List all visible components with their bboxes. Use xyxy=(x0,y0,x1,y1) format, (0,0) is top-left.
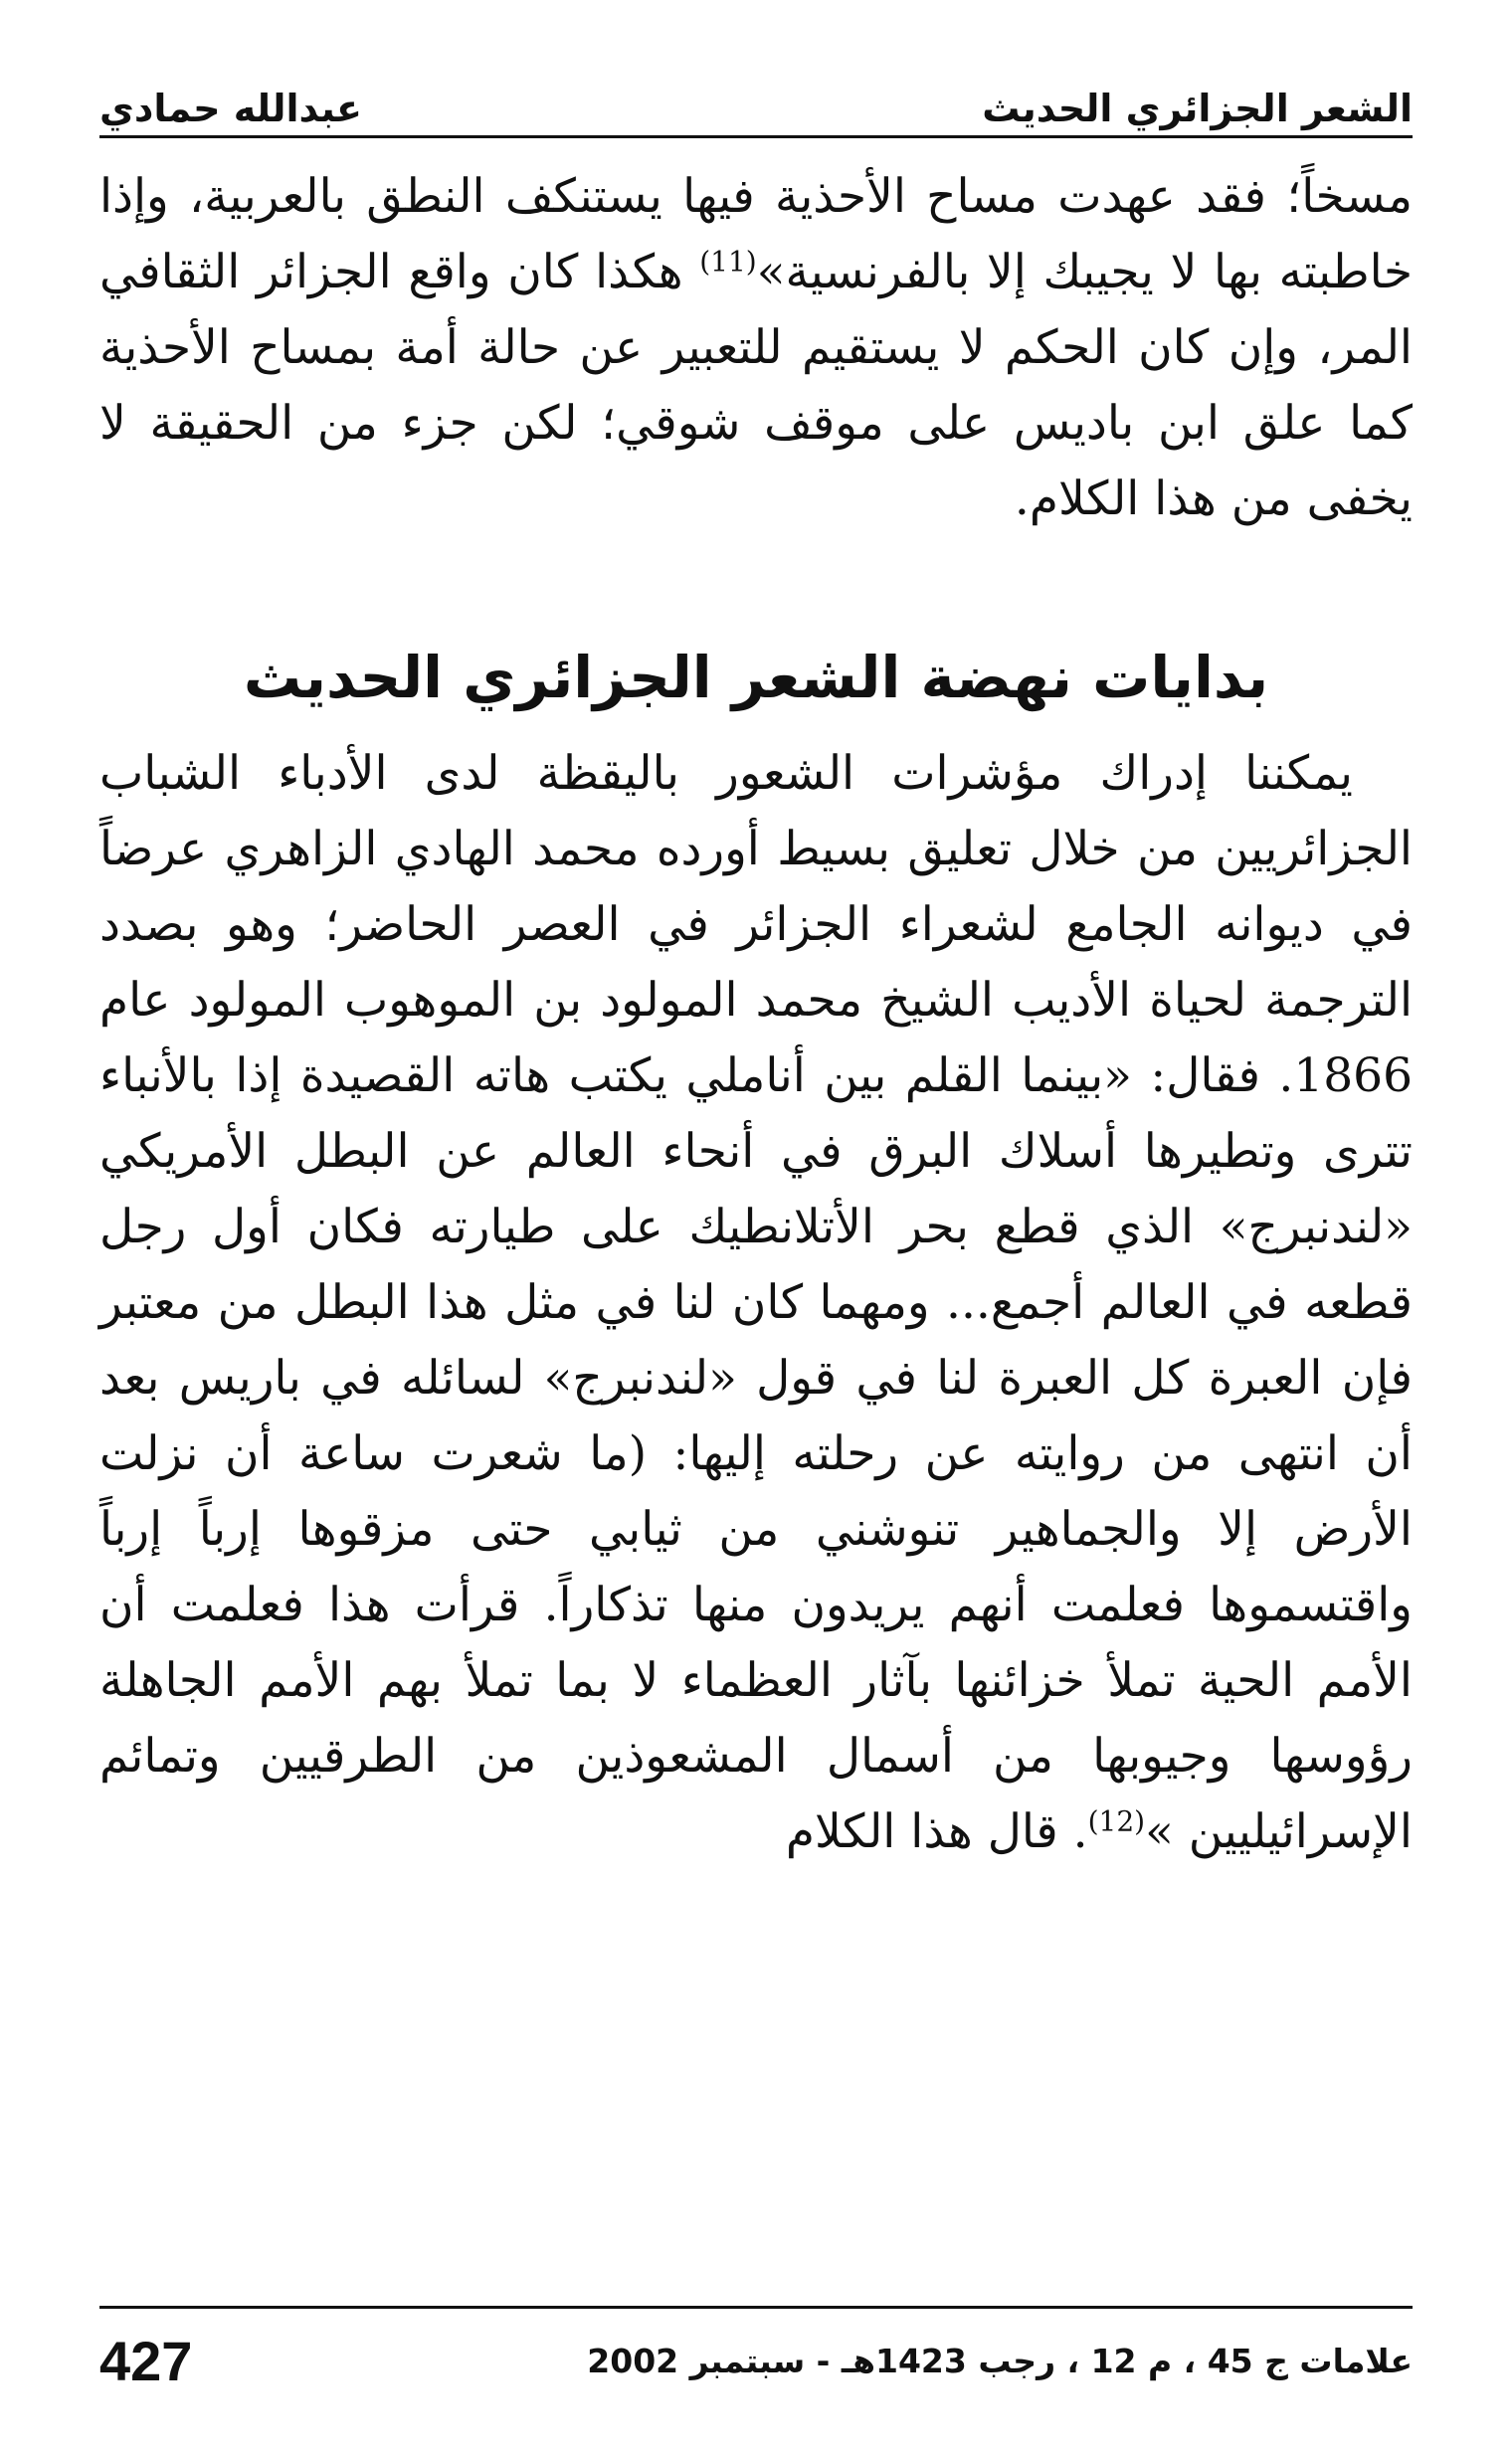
paragraph-2-text-a: يمكننا إدراك مؤشرات الشعور باليقظة لدى الأدباء الشباب الجزائريين من خلال تعليق بسيط أورده محمد الهادي الزاهري عرضاً في ديوانه الجامع لشعراء الجزائر في العصر الحاضر؛ وهو بصدد الترجمة لحياة الأديب الشيخ محمد المولود بن الموهوب المولود عام 1866. فقال: «بينما القلم بين أناملي يكتب هاته القصيدة إذا بالأنباء تترى وتطيرها أسلاك البرق في أنحاء العالم عن البطل الأمريكي «لندنبرج» الذي قطع بحر الأتلانطيك على طيارته فكان أول رجل قطعه في العالم أجمع... ومهما كان لنا في مثل هذا البطل من معتبر فإن العبرة كل العبرة لنا في قول «لندنبرج» لسائله في باريس بعد أن انتهى من روايته عن رحلته إليها: (ما شعرت ساعة أن نزلت الأرض إلا والجماهير تنوشني من ثيابي حتى مزقوها إرباً إرباً واقتسموها فعلمت أنهم يريدون منها تذكاراً. قرأت هذا فعلمت أن الأمم الحية تملأ خزائنها بآثار العظماء لا بما تملأ بهم الأمم الجاهلة رؤوسها وجيوبها من أسمال المشعوذين من الطرقيين وتمائم الإسرائيليين » xyxy=(99,746,1413,1859)
body-text xyxy=(99,159,1413,1870)
journal-citation: علامات ج 45 ، م 12 ، رجب 1423هـ - سبتمبر 2002 xyxy=(587,2341,1413,2380)
footer-rule xyxy=(99,2306,1413,2309)
header-rule xyxy=(99,135,1413,138)
running-head xyxy=(99,48,1413,130)
paragraph-1-text-a: مسخاً؛ فقد عهدت مساح الأحذية فيها يستنكف النطق بالعربية، وإذا خاطبته بها لا يجيبك إلا بالفرنسية» xyxy=(99,169,1413,299)
page-number: 427 xyxy=(99,2329,193,2392)
footnote-ref-11: (11) xyxy=(699,245,757,279)
paragraph-1 xyxy=(99,159,1413,537)
section-title: بدايات نهضة الشعر الجزائري الحديث xyxy=(243,644,1269,711)
paragraph-1-text-b: هكذا كان واقع الجزائر الثقافي المر، وإن كان الحكم لا يستقيم للتعبير عن حالة أمة بمساح الأحذية كما علق ابن باديس على موقف شوقي؛ لكن جزء من الحقيقة لا يخفى من هذا الكلام. xyxy=(99,245,1413,526)
footer xyxy=(99,2326,1413,2395)
author-name: عبدالله حمادي xyxy=(99,87,362,130)
paragraph-2-text-b: . قال هذا الكلام xyxy=(785,1804,1088,1859)
book-title: الشعر الجزائري الحديث xyxy=(982,87,1413,130)
page xyxy=(99,0,1413,2451)
paragraph-2 xyxy=(99,736,1413,1870)
footnote-ref-12: (12) xyxy=(1087,1804,1146,1838)
